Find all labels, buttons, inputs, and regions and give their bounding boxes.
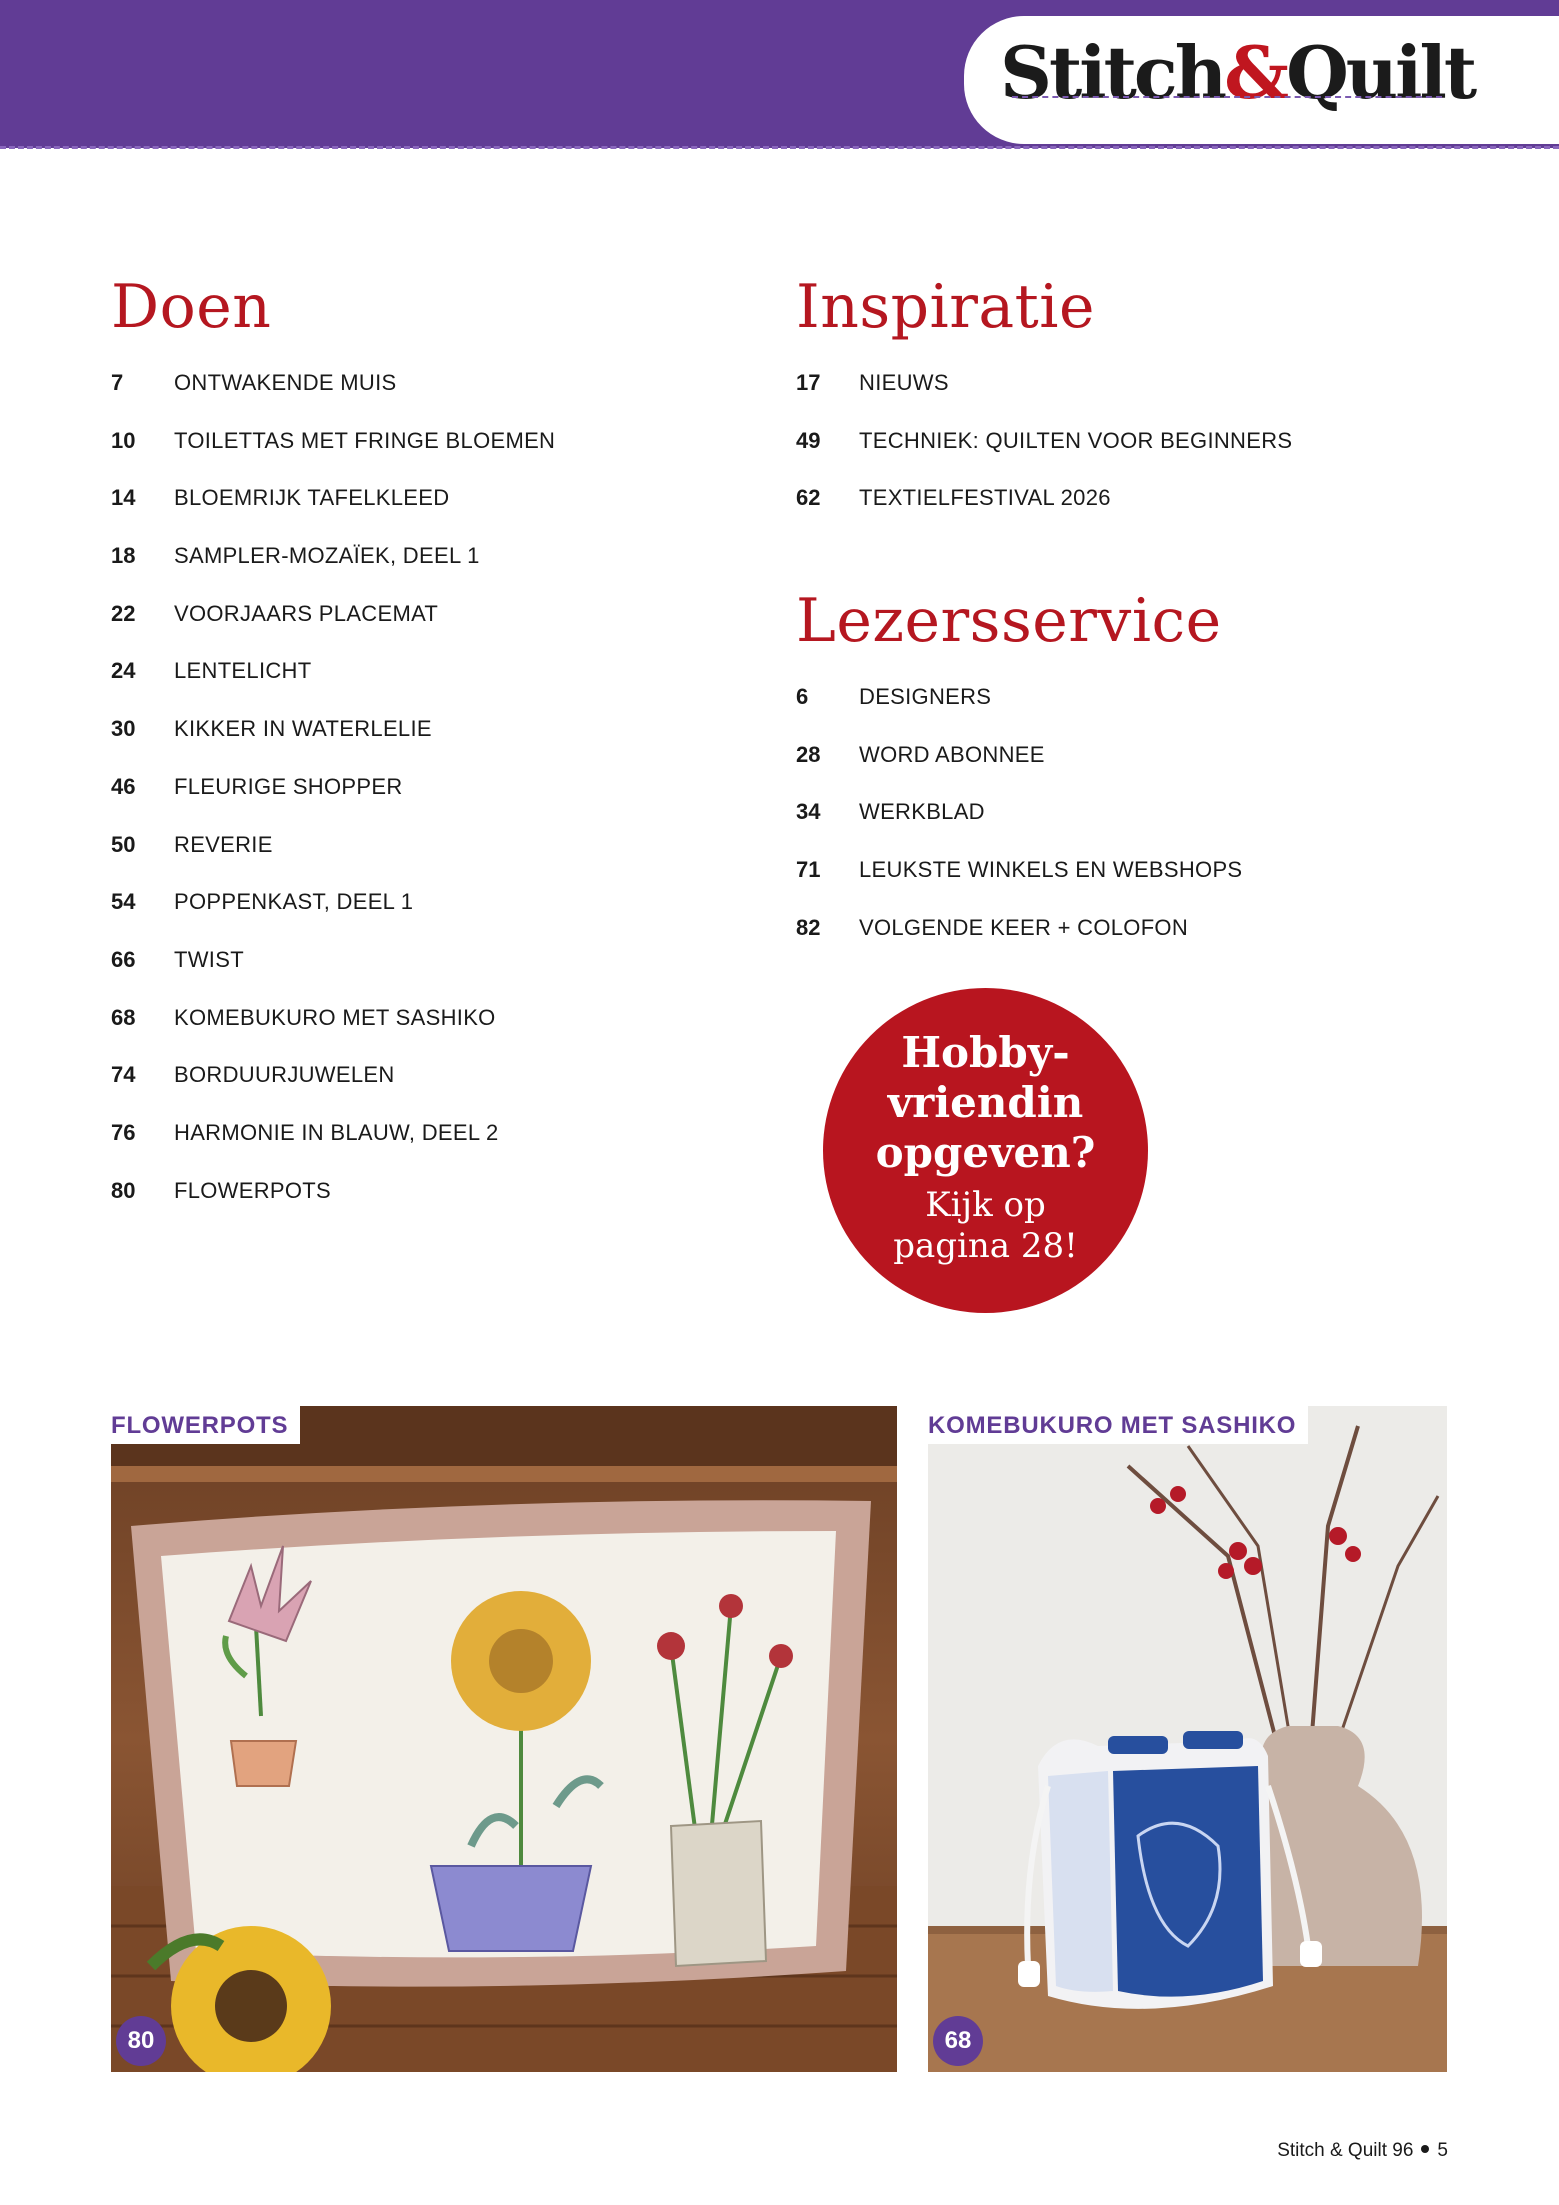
flowerpots-pillow-illustration [111, 1406, 897, 2072]
toc-item-label: TEXTIELFESTIVAL 2026 [859, 485, 1111, 511]
section-title-inspiratie: Inspiratie [796, 272, 1095, 342]
toc-item[interactable] [111, 485, 555, 543]
toc-item-label: SAMPLER-MOZAÏEK, DEEL 1 [174, 543, 480, 569]
toc-page-number: 7 [111, 370, 124, 395]
toc-page-number: 34 [796, 799, 821, 825]
logo-word-quilt: Quilt [1286, 30, 1475, 115]
toc-page-number: 14 [111, 485, 136, 511]
toc-page-number: 54 [111, 889, 136, 915]
toc-page-number: 62 [796, 485, 821, 511]
logo-word-stitch: Stitch [1000, 30, 1225, 115]
toc-page-number: 28 [796, 741, 821, 767]
toc-item-label: KOMEBUKURO MET SASHIKO [174, 1004, 496, 1030]
toc-page-number: 50 [111, 831, 136, 857]
toc-page-number: 80 [111, 1177, 136, 1203]
toc-item[interactable] [111, 774, 555, 832]
toc-item-label: TOILETTAS MET FRINGE BLOEMEN [174, 427, 556, 453]
footer-bullet-icon [1421, 2145, 1429, 2153]
toc-list-inspiratie [796, 370, 1292, 543]
toc-item[interactable] [796, 915, 1242, 973]
toc-item[interactable] [796, 370, 1292, 428]
page-badge-komebukuro[interactable]: 68 [933, 2016, 983, 2066]
section-title-doen: Doen [111, 272, 272, 342]
toc-item[interactable] [111, 428, 555, 486]
toc-item-label: POPPENKAST, DEEL 1 [174, 889, 414, 915]
toc-list-doen [111, 370, 555, 1235]
toc-item-label: TWIST [174, 946, 244, 972]
page-footer [1277, 2140, 1448, 2162]
toc-item-label: REVERIE [174, 831, 273, 857]
toc-page-number: 18 [111, 543, 136, 569]
toc-item-label: VOLGENDE KEER + COLOFON [859, 914, 1189, 940]
toc-page-number: 76 [111, 1119, 136, 1145]
toc-page-number: 24 [111, 658, 136, 684]
komebukuro-bag-illustration [928, 1406, 1447, 2072]
header-stitch-line [0, 146, 1559, 149]
toc-item-label: ONTWAKENDE MUIS [174, 370, 397, 395]
promo-line: Kijk op [925, 1185, 1046, 1225]
photo-caption-flowerpots: FLOWERPOTS [111, 1406, 300, 1444]
toc-page-number: 66 [111, 946, 136, 972]
logo-thread-decoration [1012, 96, 1442, 98]
toc-page-number: 6 [796, 684, 809, 709]
footer-page-number: 5 [1437, 2140, 1448, 2161]
promo-line: pagina 28! [893, 1226, 1078, 1266]
toc-item[interactable] [111, 1120, 555, 1178]
toc-page-number: 46 [111, 773, 136, 799]
toc-item-label: HARMONIE IN BLAUW, DEEL 2 [174, 1119, 499, 1145]
toc-list-lezersservice [796, 684, 1242, 972]
toc-item-label: FLOWERPOTS [174, 1177, 332, 1203]
photo-flowerpots[interactable] [111, 1406, 897, 2072]
toc-page-number: 17 [796, 370, 821, 395]
toc-page-number: 71 [796, 857, 821, 883]
toc-item[interactable] [111, 1062, 555, 1120]
promo-bubble[interactable] [823, 988, 1148, 1313]
promo-line: opgeven? [875, 1128, 1096, 1177]
promo-subline [823, 1185, 1148, 1267]
toc-item-label: TECHNIEK: QUILTEN VOOR BEGINNERS [859, 427, 1293, 453]
promo-headline [823, 1028, 1148, 1178]
toc-page-number: 22 [111, 600, 136, 626]
toc-item[interactable] [111, 1178, 555, 1236]
promo-line: vriendin [887, 1078, 1084, 1127]
toc-item[interactable] [111, 947, 555, 1005]
toc-item[interactable] [111, 601, 555, 659]
toc-item-label: FLEURIGE SHOPPER [174, 773, 403, 799]
toc-item-label: NIEUWS [859, 370, 949, 395]
toc-page-number: 49 [796, 427, 821, 453]
photo-caption-komebukuro: KOMEBUKURO MET SASHIKO [928, 1406, 1308, 1444]
toc-item-label: BORDUURJUWELEN [174, 1062, 395, 1088]
toc-item[interactable] [111, 716, 555, 774]
toc-page-number: 82 [796, 914, 821, 940]
toc-item[interactable] [796, 428, 1292, 486]
toc-item-label: VOORJAARS PLACEMAT [174, 600, 439, 626]
toc-item[interactable] [796, 684, 1242, 742]
toc-item[interactable] [111, 370, 555, 428]
toc-item-label: LENTELICHT [174, 658, 312, 684]
toc-item[interactable] [111, 543, 555, 601]
section-title-lezersservice: Lezersservice [796, 586, 1222, 656]
photo-komebukuro[interactable] [928, 1406, 1447, 2072]
promo-line: Hobby- [901, 1028, 1070, 1077]
toc-item[interactable] [111, 832, 555, 890]
toc-item-label: BLOEMRIJK TAFELKLEED [174, 485, 450, 511]
toc-page-number: 30 [111, 716, 136, 742]
toc-page-number: 74 [111, 1062, 136, 1088]
footer-magazine-issue: Stitch & Quilt 96 [1277, 2140, 1414, 2161]
toc-item-label: DESIGNERS [859, 684, 992, 709]
toc-item-label: WORD ABONNEE [859, 741, 1045, 767]
toc-page-number: 10 [111, 427, 136, 453]
toc-item[interactable] [796, 799, 1242, 857]
toc-item-label: WERKBLAD [859, 799, 985, 825]
toc-item[interactable] [796, 485, 1292, 543]
toc-item-label: LEUKSTE WINKELS EN WEBSHOPS [859, 857, 1243, 883]
magazine-logo[interactable] [1000, 30, 1474, 115]
toc-item[interactable] [796, 742, 1242, 800]
toc-item[interactable] [111, 889, 555, 947]
toc-item[interactable] [796, 857, 1242, 915]
toc-item[interactable] [111, 658, 555, 716]
toc-item-label: KIKKER IN WATERLELIE [174, 716, 432, 742]
logo-ampersand: & [1224, 30, 1287, 115]
page-badge-flowerpots[interactable]: 80 [116, 2016, 166, 2066]
toc-page-number: 68 [111, 1004, 136, 1030]
toc-item[interactable] [111, 1005, 555, 1063]
